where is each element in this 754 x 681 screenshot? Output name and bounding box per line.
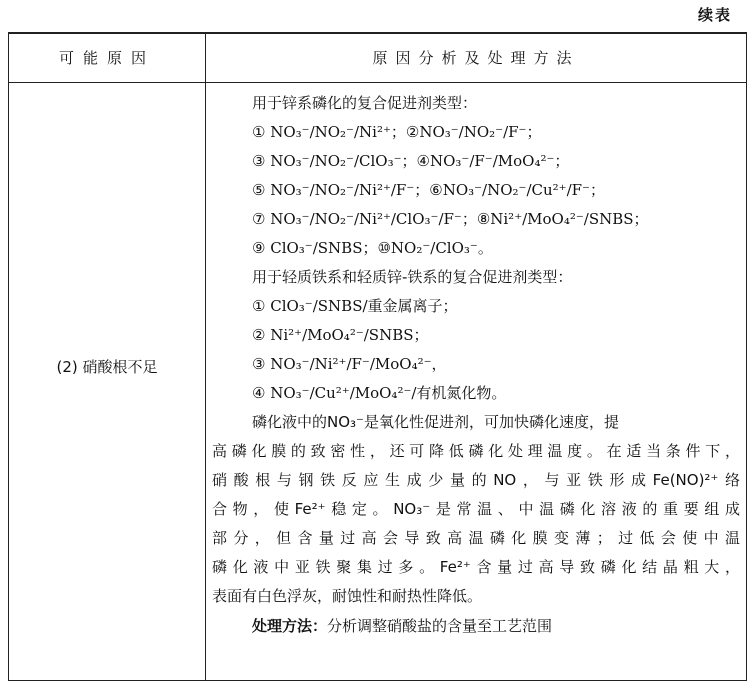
paragraph-line: 部分，但含量过高会导致高温磷化膜变薄；过低会使中温 bbox=[212, 529, 740, 547]
paragraph-line: 表面有白色浮灰，耐蚀性和耐热性降低。 bbox=[212, 587, 483, 605]
text-line: ④ NO₃⁻/Cu²⁺/MoO₄²⁻/有机氮化物。 bbox=[252, 384, 507, 402]
treatment-method-label: 处理方法： bbox=[252, 617, 328, 635]
paragraph-line: 合物，使Fe²⁺稳定。NO₃⁻是常温、中温磷化溶液的重要组成 bbox=[212, 500, 740, 518]
text-line: ① NO₃⁻/NO₂⁻/Ni²⁺；②NO₃⁻/NO₂⁻/F⁻； bbox=[252, 123, 542, 141]
header-analysis-method: 原因分析及处理方法 bbox=[372, 49, 580, 67]
text-line: ⑨ ClO₃⁻/SNBS；⑩NO₂⁻/ClO₃⁻。 bbox=[252, 239, 493, 257]
text-line: ① ClO₃⁻/SNBS/重金属离子； bbox=[252, 297, 458, 315]
paragraph-line: 高磷化膜的致密性，还可降低磷化处理温度。在适当条件下， bbox=[212, 442, 740, 460]
paragraph-line: 硝酸根与钢铁反应生成少量的NO，与亚铁形成Fe(NO)²⁺络 bbox=[212, 471, 740, 489]
content-table bbox=[8, 32, 747, 681]
paragraph-line: 磷化液中的NO₃⁻是氧化性促进剂，可加快磷化速度，提 bbox=[252, 413, 619, 431]
text-line: 用于锌系磷化的复合促进剂类型： bbox=[252, 94, 478, 112]
header-possible-cause: 可能原因 bbox=[58, 49, 155, 67]
text-line: ③ NO₃⁻/Ni²⁺/F⁻/MoO₄²⁻， bbox=[252, 355, 447, 373]
text-line: ② Ni²⁺/MoO₄²⁻/SNBS； bbox=[252, 326, 429, 344]
continued-label: 续表 bbox=[697, 6, 732, 24]
treatment-method bbox=[206, 615, 740, 636]
text-line: ⑤ NO₃⁻/NO₂⁻/Ni²⁺/F⁻；⑥NO₃⁻/NO₂⁻/Cu²⁺/F⁻； bbox=[252, 181, 605, 199]
text-line: ③ NO₃⁻/NO₂⁻/ClO₃⁻；④NO₃⁻/F⁻/MoO₄²⁻； bbox=[252, 152, 570, 170]
text-line: ⑦ NO₃⁻/NO₂⁻/Ni²⁺/ClO₃⁻/F⁻；⑧Ni²⁺/MoO₄²⁻/SNBS； bbox=[252, 210, 649, 228]
treatment-method-text: 分析调整硝酸盐的含量至工艺范围 bbox=[327, 617, 553, 635]
table-header-row bbox=[9, 34, 746, 83]
paragraph-line: 磷化液中亚铁聚集过多。Fe²⁺含量过高导致磷化结晶粗大， bbox=[212, 558, 740, 576]
text-line: 用于轻质铁系和轻质锌-铁系的复合促进剂类型： bbox=[252, 268, 573, 286]
cause-cell: (2) 硝酸根不足 bbox=[56, 358, 158, 376]
